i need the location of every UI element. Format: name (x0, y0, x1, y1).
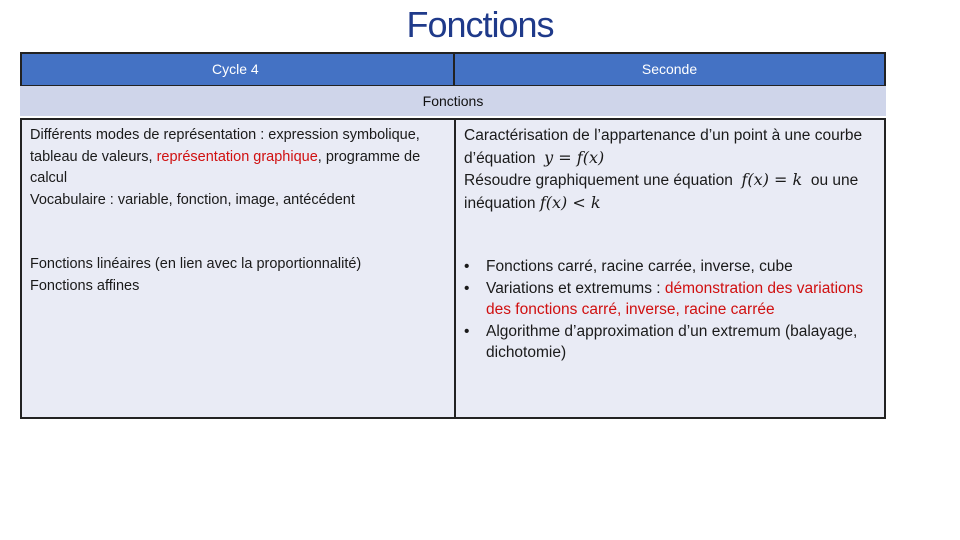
text-demonstration-variations: démonstration des variations des fonctions carré, inverse, racine carrée (486, 279, 864, 318)
math-fx-less-k: f(x) < k (539, 192, 601, 212)
text-algorithme: Algorithme d’approximation d’un extremum (balayage, dichotomie) (486, 322, 858, 361)
seconde-paragraph-resoudre (464, 169, 876, 214)
text-caracterisation: Caractérisation de l’appartenance d’un point à une courbe d’équation (464, 127, 863, 167)
cycle4-paragraph-affines: Fonctions affines (30, 277, 140, 294)
math-y-equals-fx: y = f(x) (544, 147, 605, 167)
text-inequation: une inéquation (464, 172, 859, 212)
list-item (464, 256, 876, 278)
math-fx-equals-k: f(x) = k (741, 170, 803, 189)
text-fonctions-reference: Fonctions carré, racine carrée, inverse, cube (486, 258, 793, 275)
cycle4-content (20, 118, 456, 419)
spacer (464, 214, 876, 256)
text-representation-graphique: représentation graphique (156, 148, 318, 165)
cycle4-paragraph-lineaires: Fonctions linéaires (en lien avec la proportionnalité) (30, 256, 362, 272)
text-programme-calcul: , programme de calcul (30, 148, 421, 186)
curriculum-table (20, 52, 886, 419)
text-ou: ou (810, 172, 829, 189)
seconde-paragraph-courbe (464, 125, 876, 169)
bullet-icon: • (464, 258, 470, 275)
list-item (464, 321, 876, 364)
bullet-icon: • (464, 279, 470, 297)
text-representations: Différents modes de représentation : expression symbolique, tableau de valeurs, (30, 127, 420, 165)
header-cycle4: Cycle 4 (20, 52, 455, 86)
subheader-fonctions: Fonctions (20, 86, 886, 116)
page-title: Fonctions (406, 4, 554, 45)
text-variations: Variations et extremums : (486, 279, 665, 297)
cycle4-paragraph-representations (30, 125, 446, 190)
bullet-icon: • (464, 322, 470, 340)
seconde-content (454, 118, 886, 419)
header-seconde: Seconde (453, 52, 886, 86)
text-resoudre: Résoudre graphiquement une équation (464, 172, 733, 189)
spacer (30, 211, 446, 254)
list-item (464, 278, 876, 321)
cycle4-paragraph-vocabulaire: Vocabulaire : variable, fonction, image, antécédent (30, 191, 355, 208)
seconde-bullet-list (464, 256, 876, 364)
